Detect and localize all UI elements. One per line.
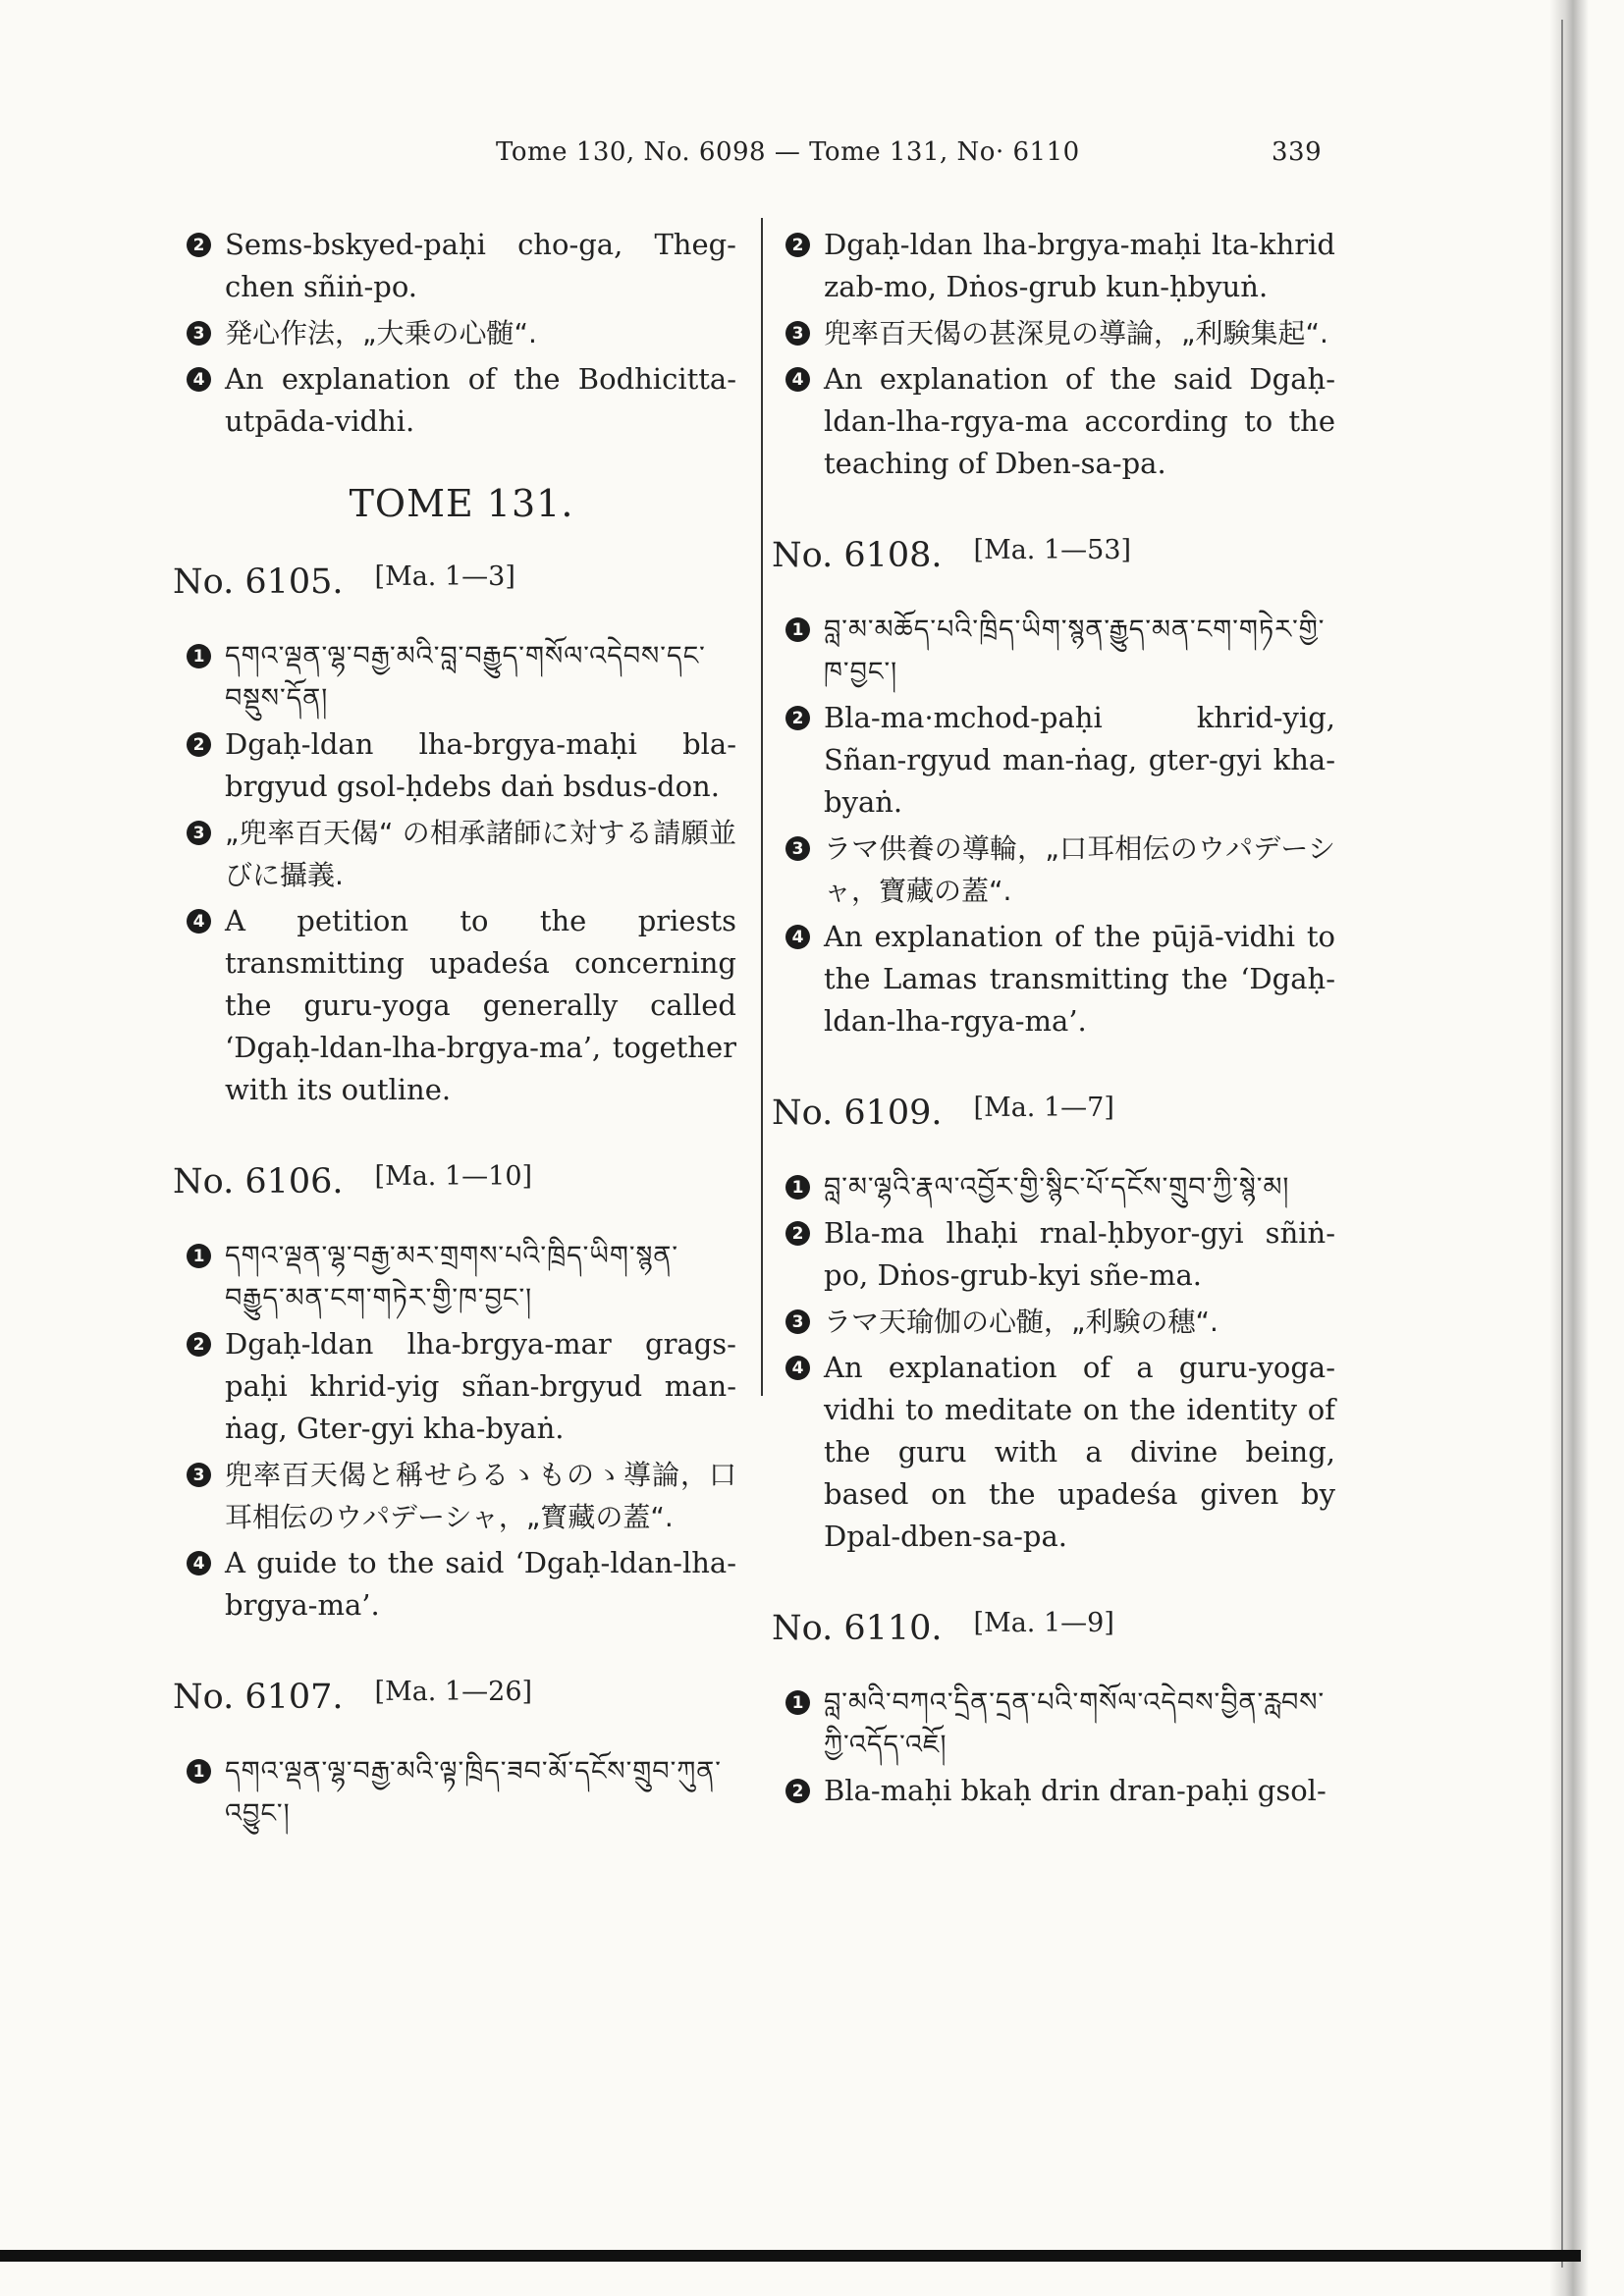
item-number-badge: 3: [785, 836, 810, 861]
list-item: [187, 1542, 736, 1627]
entry-heading: [173, 1678, 736, 1717]
item-text: དགའ་ལྡན་ལྷ་བརྒྱ་མའི་བླ་བརྒྱུད་གསོལ་འདེབས་དང་བསྡུས་དོན།: [225, 641, 706, 714]
list-item: [785, 916, 1335, 1042]
list-item: [785, 697, 1335, 824]
item-text: 兜率百天偈と稱せらるゝものゝ導論，口耳相伝のウパデーシャ，„寳藏の蓋“.: [225, 1459, 736, 1533]
list-item: [785, 312, 1335, 354]
item-text: ラマ天瑜伽の心髄，„利験の穗“.: [824, 1306, 1218, 1338]
item-number-badge: 4: [785, 1356, 810, 1380]
item-number-badge: 4: [785, 367, 810, 392]
list-item: [187, 1750, 736, 1835]
item-number-badge: 3: [187, 321, 211, 346]
item-text: An explanation of the said Dgaḥ-ldan-lha-rgya-ma according to the teaching of Dben-sa-pa.: [824, 362, 1335, 480]
left-column: [173, 224, 736, 1835]
item-number-badge: 4: [785, 925, 810, 949]
list-item: [187, 635, 736, 720]
list-item: [785, 609, 1335, 693]
item-text: བླ་མའི་བཀའ་དྲིན་དྲན་པའི་གསོལ་འདེབས་བྱིན་རླབས་ཀྱི་འདོད་འཇོ།: [824, 1687, 1326, 1760]
item-number-badge: 3: [785, 321, 810, 346]
item-number-badge: 1: [187, 1244, 211, 1268]
list-item: [785, 1212, 1335, 1297]
list-item: [785, 828, 1335, 912]
list-item: [785, 1770, 1335, 1812]
item-number-badge: 1: [785, 1690, 810, 1715]
item-number-badge: 1: [785, 1175, 810, 1200]
item-text: Dgaḥ-ldan lha-brgya-maḥi lta-khrid zab-mo, Dṅos-grub kun-ḥbyuṅ.: [824, 228, 1335, 303]
page-number: 339: [1272, 137, 1323, 167]
item-text: A petition to the priests transmitting upadeśa concerning the guru-yoga generally called ‘Dgaḥ-ldan-lha-brgya-ma’, together with its outline.: [225, 904, 736, 1106]
item-number-badge: 2: [785, 233, 810, 257]
entry-range: [Ma. 1—26]: [374, 1677, 533, 1707]
item-number-badge: 2: [187, 732, 211, 757]
page-edge-line: [1561, 20, 1563, 2268]
item-text: Sems-bskyed-paḥi cho-ga, Theg-chen sñiṅ-po.: [225, 228, 736, 303]
list-item: [187, 1323, 736, 1450]
item-number-badge: 1: [187, 1759, 211, 1784]
entry-number: No. 6108.: [772, 536, 943, 575]
item-number-badge: 1: [785, 617, 810, 642]
item-text: An explanation of the Bodhicitta-utpāda-vidhi.: [225, 362, 736, 438]
item-text: Bla-maḥi bkaḥ drin dran-paḥi gsol-: [824, 1774, 1326, 1807]
list-item: [785, 1347, 1335, 1558]
entry-range: [Ma. 1—7]: [973, 1093, 1114, 1123]
list-item: [187, 1235, 736, 1319]
list-item: [785, 1301, 1335, 1343]
item-number-badge: 4: [187, 1551, 211, 1575]
list-item: [785, 1682, 1335, 1766]
entry-range: [Ma. 1—9]: [973, 1608, 1114, 1638]
item-text: Bla-ma·mchod-paḥi khrid-yig, Sñan-rgyud man-ṅag, gter-gyi kha-byaṅ.: [824, 701, 1335, 819]
entry-number: No. 6109.: [772, 1094, 943, 1133]
item-text: 兜率百天偈の甚深見の導論，„利験集起“.: [824, 317, 1328, 349]
page-edge-shadow: [1549, 0, 1589, 2296]
list-item: [785, 358, 1335, 485]
item-text: Dgaḥ-ldan lha-brgya-maḥi bla-brgyud gsol-ḥdebs daṅ bsdus-don.: [225, 727, 736, 803]
item-text: དགའ་ལྡན་ལྷ་བརྒྱ་མར་གྲགས་པའི་ཁྲིད་ཡིག་སྙན་བརྒྱུད་མན་ངག་གཏེར་གྱི་ཁ་བྱང་།: [225, 1241, 679, 1313]
list-item: [785, 224, 1335, 308]
item-number-badge: 2: [187, 233, 211, 257]
list-item: [785, 1166, 1335, 1208]
entry-number: No. 6110.: [772, 1609, 943, 1648]
running-header: [496, 137, 1321, 167]
column-divider: [761, 218, 763, 1396]
item-number-badge: 2: [187, 1332, 211, 1357]
item-number-badge: 3: [785, 1309, 810, 1334]
item-text: 発心作法，„大乗の心髄“.: [225, 317, 537, 349]
item-number-badge: 2: [785, 1221, 810, 1246]
entry-heading: [772, 536, 1335, 575]
item-number-badge: 2: [785, 1779, 810, 1803]
running-title: Tome 130, No. 6098 — Tome 131, No· 6110: [496, 137, 1080, 167]
right-column: [772, 224, 1335, 1812]
entry-number: No. 6105.: [173, 562, 344, 602]
entry-heading: [173, 1162, 736, 1201]
item-text: A guide to the said ‘Dgaḥ-ldan-lha-brgya-ma’.: [225, 1546, 736, 1622]
list-item: [187, 900, 736, 1111]
entry-range: [Ma. 1—10]: [374, 1161, 533, 1192]
entry-number: No. 6106.: [173, 1162, 344, 1201]
entry-number: No. 6107.: [173, 1678, 344, 1717]
item-number-badge: 2: [785, 706, 810, 730]
item-text: ラマ供養の導輪，„口耳相伝のウパデーシャ，寶藏の蓋“.: [824, 832, 1335, 907]
item-text: Bla-ma lhaḥi rnal-ḥbyor-gyi sñiṅ-po, Dṅos-grub-kyi sñe-ma.: [824, 1216, 1335, 1292]
entry-heading: [772, 1609, 1335, 1648]
list-item: [187, 1454, 736, 1538]
item-text: An explanation of a guru-yoga-vidhi to meditate on the identity of the guru with a divine being, based on the upadeśa given by Dpal-dben-sa-pa.: [824, 1351, 1335, 1553]
entry-range: [Ma. 1—3]: [374, 561, 515, 592]
item-text: Dgaḥ-ldan lha-brgya-mar grags-paḥi khrid-yig sñan-brgyud man-ṅag, Gter-gyi kha-byaṅ.: [225, 1327, 736, 1445]
item-text: དགའ་ལྡན་ལྷ་བརྒྱ་མའི་ལྟ་ཁྲིད་ཟབ་མོ་དངོས་གྲུབ་ཀུན་འབྱུང་།: [225, 1756, 722, 1829]
entry-heading: [772, 1094, 1335, 1133]
list-item: [187, 358, 736, 443]
list-item: [187, 723, 736, 808]
item-text: „兜率百天偈“ の相承諸師に対する請願並びに攝義.: [225, 817, 736, 891]
list-item: [187, 224, 736, 308]
list-item: [187, 812, 736, 896]
list-item: [187, 312, 736, 354]
item-number-badge: 3: [187, 821, 211, 845]
item-number-badge: 1: [187, 644, 211, 668]
item-number-badge: 4: [187, 367, 211, 392]
tome-title: TOME 131.: [349, 482, 574, 525]
bottom-rule: [0, 2250, 1581, 2262]
item-number-badge: 3: [187, 1463, 211, 1487]
entry-heading: [173, 562, 736, 602]
entry-range: [Ma. 1—53]: [973, 535, 1132, 565]
item-text: བླ་མ་ལྷའི་རྣལ་འབྱོར་གྱི་སྙིང་པོ་དངོས་གྲུབ་ཀྱི་སྙེ་མ།: [824, 1172, 1290, 1202]
item-text: བླ་མ་མཆོད་པའི་ཁྲིད་ཡིག་སྙན་རྒྱུད་མན་ངག་གཏེར་གྱི་ཁ་བྱང་།: [824, 614, 1326, 687]
item-number-badge: 4: [187, 909, 211, 934]
item-text: An explanation of the pūjā-vidhi to the Lamas transmitting the ‘Dgaḥ-ldan-lha-rgya-ma’.: [824, 920, 1335, 1038]
